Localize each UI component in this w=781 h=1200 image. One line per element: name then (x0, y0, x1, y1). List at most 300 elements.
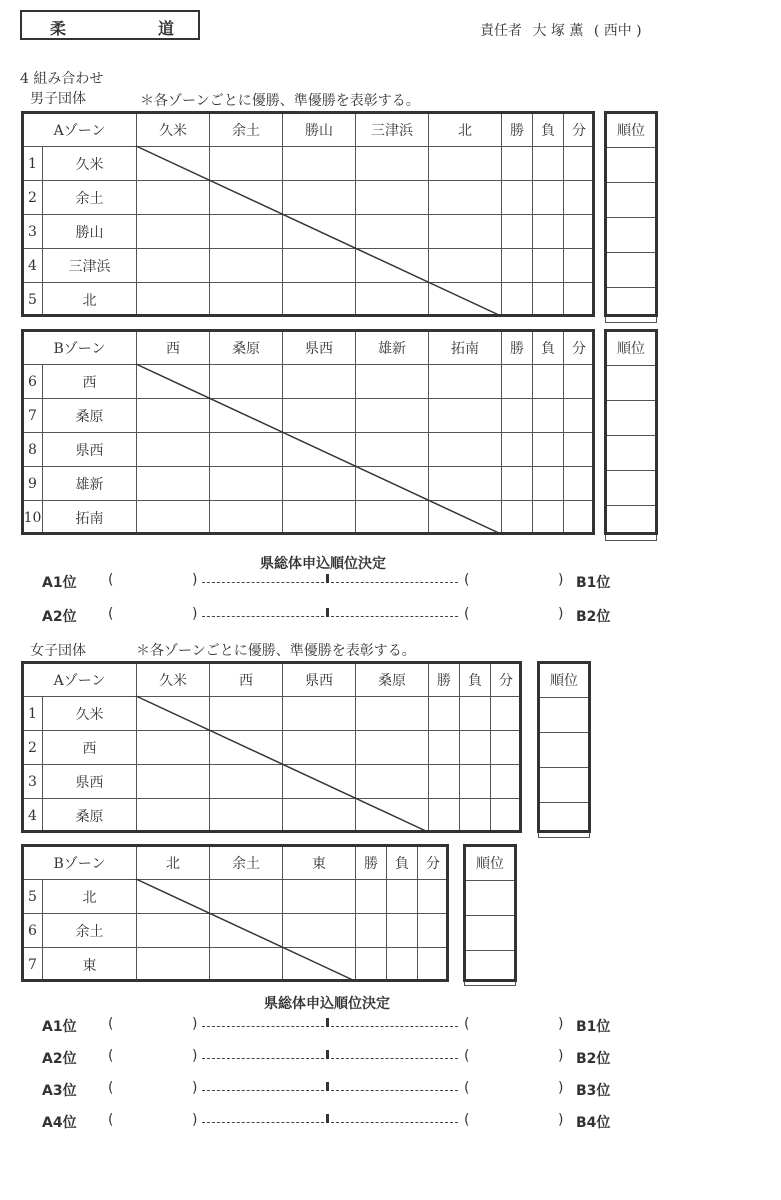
score-cell (356, 365, 429, 399)
paren-open: ( (464, 606, 470, 622)
score-cell (283, 880, 356, 914)
score-cell (137, 880, 210, 914)
row-team-name: 桑原 (43, 399, 137, 433)
table-row (23, 433, 595, 467)
team-number: 5 (23, 880, 43, 914)
score-cell (429, 215, 502, 249)
score-cell (429, 283, 502, 317)
decision-right-label: B4位 (576, 1115, 611, 1131)
girls-team-title: 女子団体 (30, 643, 86, 659)
result-cell (356, 948, 387, 982)
round-robin-table (22, 662, 522, 833)
loss-header: 負 (387, 846, 418, 880)
score-cell (283, 365, 356, 399)
rank-cell (606, 471, 657, 506)
table-row (23, 215, 595, 249)
responsible-label: 責任者 (480, 23, 522, 39)
team-number: 6 (23, 365, 43, 399)
paren-open: ( (108, 1112, 114, 1128)
result-cell (387, 948, 418, 982)
row-team-name: 北 (43, 880, 137, 914)
result-cell (564, 215, 595, 249)
team-number: 8 (23, 433, 43, 467)
rank-cell (606, 148, 657, 183)
result-cell (502, 433, 533, 467)
column-team-header: 県西 (283, 331, 356, 365)
column-team-header: 桑原 (356, 663, 429, 697)
result-cell (460, 799, 491, 833)
score-cell (356, 433, 429, 467)
paren-open: ( (464, 1016, 470, 1032)
score-cell (210, 147, 283, 181)
score-cell (356, 399, 429, 433)
result-cell (533, 467, 564, 501)
paren-open: ( (108, 1016, 114, 1032)
score-cell (137, 914, 210, 948)
result-cell (460, 765, 491, 799)
dotted-connector-line (202, 1090, 458, 1091)
win-header: 勝 (502, 113, 533, 147)
result-cell (564, 433, 595, 467)
column-team-header: 余土 (210, 113, 283, 147)
decision-right-label: B1位 (576, 575, 611, 591)
event-title-char1: 柔 (50, 19, 67, 38)
dotted-connector-line (202, 582, 458, 583)
paren-open: ( (464, 1080, 470, 1096)
score-cell (429, 147, 502, 181)
decision-right-label: B2位 (576, 609, 611, 625)
responsible-school: ( 西中 ) (593, 23, 642, 39)
result-cell (387, 914, 418, 948)
paren-open: ( (464, 572, 470, 588)
table-row (23, 467, 595, 501)
score-cell (137, 697, 210, 731)
column-team-header: 雄新 (356, 331, 429, 365)
row-team-name: 余土 (43, 914, 137, 948)
result-cell (533, 283, 564, 317)
score-cell (283, 914, 356, 948)
column-team-header: 桑原 (210, 331, 283, 365)
row-team-name: 桑原 (43, 799, 137, 833)
round-robin-table (22, 330, 595, 535)
girls-note: ＊各ゾーンごとに優勝、準優勝を表彰する。 (136, 643, 416, 659)
row-team-name: 県西 (43, 433, 137, 467)
paren-close: ) (558, 1080, 564, 1096)
paren-close: ) (192, 1112, 198, 1128)
table-row (23, 147, 595, 181)
result-cell (491, 731, 522, 765)
decision-row (42, 606, 642, 626)
result-cell (356, 914, 387, 948)
score-cell (210, 467, 283, 501)
result-cell (491, 799, 522, 833)
table-row (23, 765, 522, 799)
dotted-connector-line (202, 1058, 458, 1059)
table-row (23, 697, 522, 731)
column-team-header: 西 (137, 331, 210, 365)
result-cell (429, 765, 460, 799)
rank-cell (606, 253, 657, 288)
rank-table (605, 112, 657, 323)
paren-close: ) (558, 606, 564, 622)
event-title-box (20, 10, 200, 40)
rank-table (464, 845, 516, 986)
decision-right-label: B2位 (576, 1051, 611, 1067)
draw-header: 分 (564, 331, 595, 365)
decision-left-label: A1位 (42, 1019, 77, 1035)
score-cell (429, 433, 502, 467)
score-cell (137, 283, 210, 317)
result-cell (491, 697, 522, 731)
score-cell (356, 765, 429, 799)
column-team-header: 勝山 (283, 113, 356, 147)
rank-cell (539, 768, 590, 803)
score-cell (137, 467, 210, 501)
result-cell (429, 697, 460, 731)
decision-row (42, 572, 642, 592)
rank-cell (606, 506, 657, 541)
team-number: 2 (23, 181, 43, 215)
score-cell (210, 880, 283, 914)
result-cell (502, 501, 533, 535)
team-number: 1 (23, 147, 43, 181)
team-number: 2 (23, 731, 43, 765)
paren-open: ( (108, 606, 114, 622)
score-cell (137, 501, 210, 535)
score-cell (210, 697, 283, 731)
paren-open: ( (464, 1112, 470, 1128)
result-cell (429, 731, 460, 765)
result-cell (502, 283, 533, 317)
score-cell (137, 249, 210, 283)
column-team-header: 北 (137, 846, 210, 880)
row-team-name: 雄新 (43, 467, 137, 501)
score-cell (356, 799, 429, 833)
rank-cell (465, 916, 516, 951)
boys-team-title: 男子団体 (30, 91, 86, 107)
team-number: 3 (23, 765, 43, 799)
column-team-header: 東 (283, 846, 356, 880)
score-cell (210, 948, 283, 982)
score-cell (210, 365, 283, 399)
result-cell (502, 249, 533, 283)
row-team-name: 久米 (43, 147, 137, 181)
row-team-name: 県西 (43, 765, 137, 799)
result-cell (502, 215, 533, 249)
team-number: 5 (23, 283, 43, 317)
center-tick-mark (326, 608, 329, 617)
column-team-header: 西 (210, 663, 283, 697)
decision-left-label: A3位 (42, 1083, 77, 1099)
result-cell (502, 467, 533, 501)
dotted-connector-line (202, 1122, 458, 1123)
paren-close: ) (558, 1016, 564, 1032)
paren-close: ) (192, 572, 198, 588)
center-tick-mark (326, 1114, 329, 1123)
rank-cell (539, 698, 590, 733)
score-cell (356, 147, 429, 181)
score-cell (283, 799, 356, 833)
score-cell (429, 399, 502, 433)
result-cell (502, 181, 533, 215)
score-cell (283, 948, 356, 982)
paren-close: ) (558, 1112, 564, 1128)
row-team-name: 西 (43, 731, 137, 765)
score-cell (429, 365, 502, 399)
rank-cell (539, 803, 590, 838)
score-cell (283, 697, 356, 731)
score-cell (137, 365, 210, 399)
score-cell (137, 433, 210, 467)
result-cell (564, 181, 595, 215)
table-row (23, 181, 595, 215)
draw-header: 分 (418, 846, 449, 880)
team-number: 7 (23, 948, 43, 982)
loss-header: 負 (533, 331, 564, 365)
boys-decision-title: 県総体申込順位決定 (260, 556, 386, 572)
responsible-name: 大 塚 薫 (532, 23, 584, 39)
paren-close: ) (558, 1048, 564, 1064)
zone-label: Aゾーン (23, 113, 137, 147)
score-cell (283, 501, 356, 535)
rank-header: 順位 (539, 663, 590, 698)
score-cell (210, 914, 283, 948)
score-cell (283, 147, 356, 181)
score-cell (137, 181, 210, 215)
paren-close: ) (192, 1016, 198, 1032)
result-cell (460, 697, 491, 731)
score-cell (137, 215, 210, 249)
result-cell (502, 399, 533, 433)
column-team-header: 余土 (210, 846, 283, 880)
decision-row (42, 1080, 642, 1100)
rank-cell (606, 366, 657, 401)
column-team-header: 県西 (283, 663, 356, 697)
score-cell (356, 731, 429, 765)
result-cell (533, 433, 564, 467)
score-cell (283, 283, 356, 317)
win-header: 勝 (502, 331, 533, 365)
score-cell (210, 181, 283, 215)
score-cell (283, 399, 356, 433)
round-robin-table (22, 845, 449, 982)
team-number: 7 (23, 399, 43, 433)
score-cell (137, 731, 210, 765)
score-cell (429, 467, 502, 501)
paren-close: ) (192, 1048, 198, 1064)
table-row (23, 799, 522, 833)
paren-close: ) (192, 1080, 198, 1096)
column-team-header: 久米 (137, 663, 210, 697)
table-row (23, 365, 595, 399)
zone-label: Aゾーン (23, 663, 137, 697)
draw-header: 分 (564, 113, 595, 147)
rank-table (538, 662, 590, 838)
result-cell (418, 914, 449, 948)
result-cell (564, 467, 595, 501)
score-cell (210, 765, 283, 799)
rank-cell (606, 218, 657, 253)
score-cell (210, 501, 283, 535)
score-cell (283, 467, 356, 501)
rank-cell (606, 401, 657, 436)
rank-header: 順位 (606, 331, 657, 366)
result-cell (418, 880, 449, 914)
result-cell (502, 147, 533, 181)
score-cell (356, 283, 429, 317)
column-team-header: 北 (429, 113, 502, 147)
win-header: 勝 (356, 846, 387, 880)
score-cell (356, 215, 429, 249)
result-cell (491, 765, 522, 799)
rank-header: 順位 (465, 846, 516, 881)
row-team-name: 拓南 (43, 501, 137, 535)
score-cell (356, 501, 429, 535)
row-team-name: 久米 (43, 697, 137, 731)
score-cell (210, 799, 283, 833)
score-cell (283, 215, 356, 249)
zone-label: Bゾーン (23, 331, 137, 365)
result-cell (533, 501, 564, 535)
result-cell (533, 249, 564, 283)
result-cell (564, 365, 595, 399)
loss-header: 負 (460, 663, 491, 697)
table-row (23, 914, 449, 948)
score-cell (137, 765, 210, 799)
decision-row (42, 1016, 642, 1036)
draw-header: 分 (491, 663, 522, 697)
score-cell (137, 948, 210, 982)
row-team-name: 余土 (43, 181, 137, 215)
result-cell (533, 399, 564, 433)
score-cell (210, 283, 283, 317)
table-row (23, 399, 595, 433)
score-cell (210, 215, 283, 249)
rank-cell (606, 288, 657, 323)
result-cell (564, 283, 595, 317)
result-cell (533, 215, 564, 249)
table-row (23, 731, 522, 765)
score-cell (137, 399, 210, 433)
table-row (23, 948, 449, 982)
dotted-connector-line (202, 1026, 458, 1027)
score-cell (283, 181, 356, 215)
decision-right-label: B1位 (576, 1019, 611, 1035)
decision-row (42, 1112, 642, 1132)
team-number: 6 (23, 914, 43, 948)
result-cell (460, 731, 491, 765)
rank-cell (465, 951, 516, 986)
row-team-name: 勝山 (43, 215, 137, 249)
score-cell (356, 467, 429, 501)
zone-label: Bゾーン (23, 846, 137, 880)
decision-left-label: A4位 (42, 1115, 77, 1131)
team-number: 10 (23, 501, 43, 535)
result-cell (533, 365, 564, 399)
column-team-header: 三津浜 (356, 113, 429, 147)
paren-open: ( (108, 572, 114, 588)
team-number: 3 (23, 215, 43, 249)
center-tick-mark (326, 1050, 329, 1059)
score-cell (210, 731, 283, 765)
rank-cell (606, 436, 657, 471)
result-cell (533, 181, 564, 215)
result-cell (429, 799, 460, 833)
result-cell (564, 147, 595, 181)
center-tick-mark (326, 1082, 329, 1091)
dotted-connector-line (202, 616, 458, 617)
row-team-name: 北 (43, 283, 137, 317)
team-number: 1 (23, 697, 43, 731)
event-title-char2: 道 (158, 19, 175, 38)
result-cell (564, 501, 595, 535)
result-cell (564, 249, 595, 283)
section-title: 4 組み合わせ (20, 71, 104, 87)
score-cell (210, 433, 283, 467)
decision-right-label: B3位 (576, 1083, 611, 1099)
score-cell (356, 249, 429, 283)
score-cell (429, 501, 502, 535)
decision-row (42, 1048, 642, 1068)
win-header: 勝 (429, 663, 460, 697)
team-number: 4 (23, 799, 43, 833)
rank-cell (465, 881, 516, 916)
result-cell (418, 948, 449, 982)
team-number: 9 (23, 467, 43, 501)
result-cell (387, 880, 418, 914)
result-cell (356, 880, 387, 914)
column-team-header: 久米 (137, 113, 210, 147)
paren-open: ( (464, 1048, 470, 1064)
score-cell (356, 697, 429, 731)
round-robin-table (22, 112, 595, 317)
row-team-name: 東 (43, 948, 137, 982)
rank-cell (606, 183, 657, 218)
score-cell (356, 181, 429, 215)
table-row (23, 283, 595, 317)
score-cell (137, 799, 210, 833)
row-team-name: 西 (43, 365, 137, 399)
column-team-header: 拓南 (429, 331, 502, 365)
loss-header: 負 (533, 113, 564, 147)
paren-open: ( (108, 1048, 114, 1064)
decision-left-label: A1位 (42, 575, 77, 591)
score-cell (137, 147, 210, 181)
row-team-name: 三津浜 (43, 249, 137, 283)
result-cell (502, 365, 533, 399)
score-cell (210, 249, 283, 283)
result-cell (533, 147, 564, 181)
paren-open: ( (108, 1080, 114, 1096)
paren-close: ) (192, 606, 198, 622)
paren-close: ) (558, 572, 564, 588)
score-cell (429, 181, 502, 215)
center-tick-mark (326, 1018, 329, 1027)
rank-cell (539, 733, 590, 768)
rank-header: 順位 (606, 113, 657, 148)
score-cell (283, 731, 356, 765)
responsible-person (480, 20, 648, 40)
decision-left-label: A2位 (42, 609, 77, 625)
team-number: 4 (23, 249, 43, 283)
center-tick-mark (326, 574, 329, 583)
score-cell (283, 249, 356, 283)
score-cell (210, 399, 283, 433)
result-cell (564, 399, 595, 433)
table-row (23, 249, 595, 283)
score-cell (283, 433, 356, 467)
table-row (23, 501, 595, 535)
